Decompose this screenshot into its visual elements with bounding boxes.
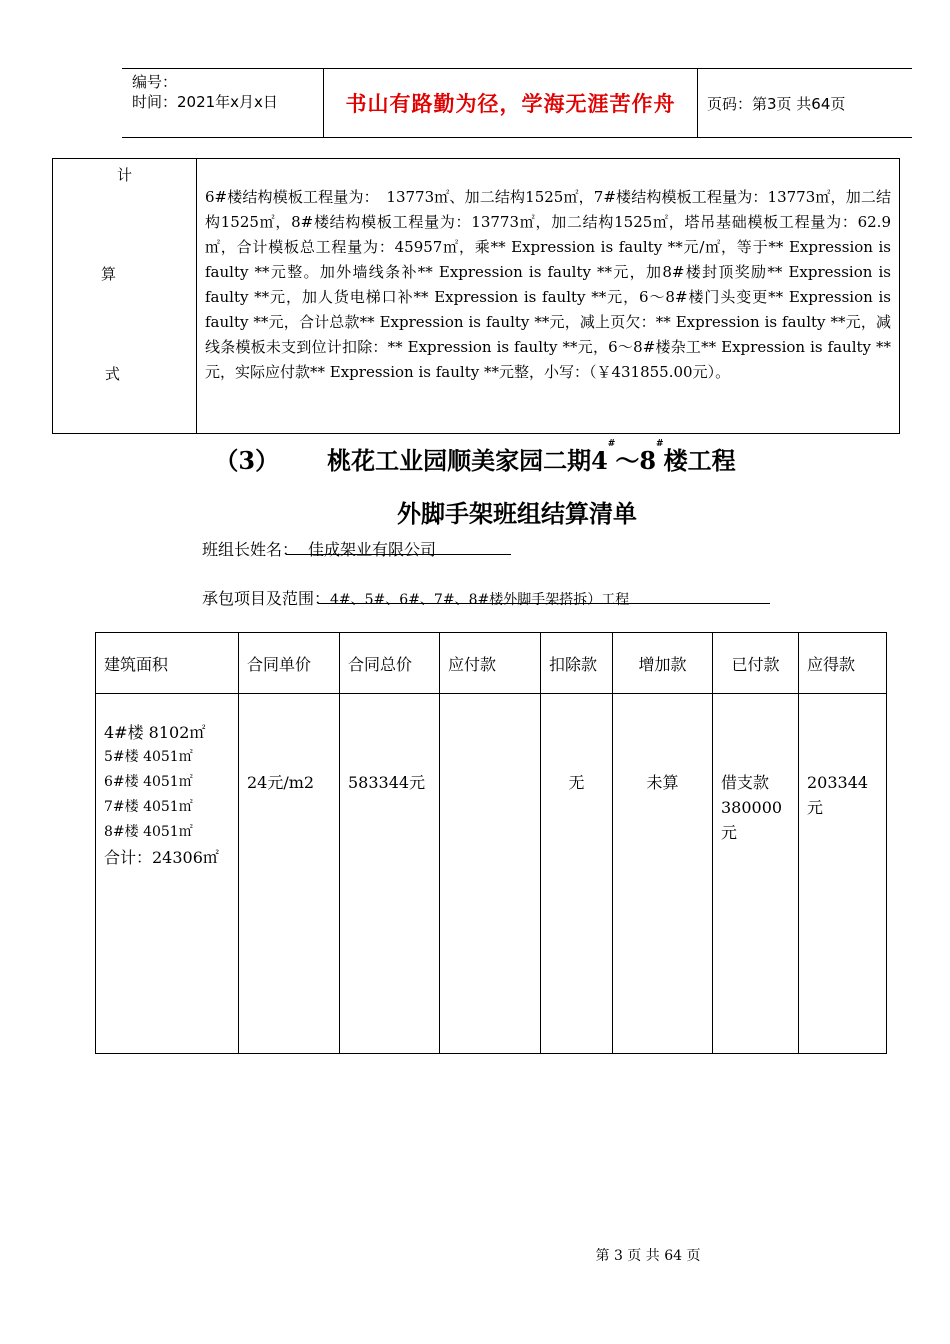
label-char-1: 计	[117, 166, 133, 184]
paid-cell	[713, 694, 799, 1054]
time-label: 时间：2021年x月x日	[132, 93, 278, 111]
due-cell	[799, 694, 887, 1054]
label-char-2: 算	[101, 265, 117, 283]
leader-value: 佳成架业有限公司	[308, 540, 437, 559]
header-addition: 增加款	[613, 633, 713, 694]
area-line: 6#楼 4051㎡	[104, 774, 193, 790]
section-subtitle: 外脚手架班组结算清单	[397, 499, 637, 528]
section-title-part-a: 桃花工业园顺美家园二期4	[327, 446, 608, 475]
header-meta	[122, 69, 322, 137]
section-title-part-b: ～8	[615, 446, 657, 475]
scope-underline	[318, 603, 770, 604]
scope-line	[202, 586, 629, 609]
calculation-text: 6#楼结构模板工程量为： 13773㎡、加二结构1525㎡，7#楼结构模板工程量为：13773㎡，加二结构1525㎡，8#楼结构模板工程量为：13773㎡，加二结构1525㎡，塔吊基础模板工程量为：62.9㎡，合计模板总工程量为：45957㎡，乘** Expression is faulty **元/㎡，等于** Expression is faulty **元整。加外墙线条补** Expression is faulty **元，加8#楼封顶奖励** Expression is faulty **元，加人货电梯口补** Expression is faulty **元，6～8#楼门头变更** Expression is faulty **元，合计总款** Expression is faulty **元，减上页欠：** Expression is faulty **元，减线条模板未支到位计扣除：** Expression is faulty **元，6～8#楼杂工** Expression is faulty **元，实际应付款** Expression is faulty **元整，小写：（￥431855.00元）。	[205, 188, 891, 381]
paid-line: 380000	[721, 798, 783, 817]
document-header	[122, 68, 912, 138]
paid-line: 借支款	[721, 773, 770, 792]
number-label: 编号：	[132, 73, 178, 91]
header-unit-price: 合同单价	[239, 633, 340, 694]
page-footer: 第 3 页 共 64 页	[595, 1248, 701, 1264]
total-price-cell: 583344元	[340, 694, 440, 1054]
section-number: （3）	[214, 446, 280, 475]
due-line: 元	[807, 798, 824, 817]
header-total-price: 合同总价	[340, 633, 440, 694]
scope-value: 4#、5#、6#、7#、8#楼外脚手架搭拆）工程	[330, 592, 630, 608]
header-paid: 已付款	[713, 633, 799, 694]
paid-line: 元	[721, 823, 738, 842]
header-due: 应得款	[799, 633, 887, 694]
header-area: 建筑面积	[96, 633, 239, 694]
header-payable: 应付款	[440, 633, 541, 694]
calculation-box	[52, 158, 900, 434]
table-row	[96, 694, 887, 1054]
due-line: 203344	[807, 773, 869, 792]
area-cell	[96, 694, 239, 1054]
area-line: 4#楼 8102㎡	[104, 723, 206, 742]
deduction-cell: 无	[541, 694, 613, 1054]
area-line: 合计：24306㎡	[104, 848, 219, 867]
payable-cell	[440, 694, 541, 1054]
section-title-part-c: 楼工程	[663, 446, 736, 475]
sup-mark-a: #	[607, 439, 616, 449]
sup-mark-b: #	[656, 439, 664, 449]
table-header-row	[96, 633, 887, 694]
section-title	[0, 441, 950, 476]
addition-cell: 未算	[613, 694, 713, 1054]
header-page-info: 页码：第3页 共64页	[707, 94, 846, 113]
label-char-3: 式	[105, 365, 121, 383]
leader-label: 班组长姓名：	[202, 540, 299, 559]
area-line: 5#楼 4051㎡	[104, 749, 193, 765]
area-line: 7#楼 4051㎡	[104, 799, 193, 815]
leader-underline	[286, 554, 511, 555]
calculation-label-cell	[53, 159, 197, 433]
header-motto: 书山有路勤为径，学海无涯苦作舟	[323, 69, 698, 137]
unit-price-cell: 24元/m2	[239, 694, 340, 1054]
scope-label: 承包项目及范围：	[202, 589, 331, 608]
header-deduction: 扣除款	[541, 633, 613, 694]
settlement-table	[95, 632, 887, 1054]
leader-line	[202, 537, 436, 560]
area-line: 8#楼 4051㎡	[104, 824, 193, 840]
